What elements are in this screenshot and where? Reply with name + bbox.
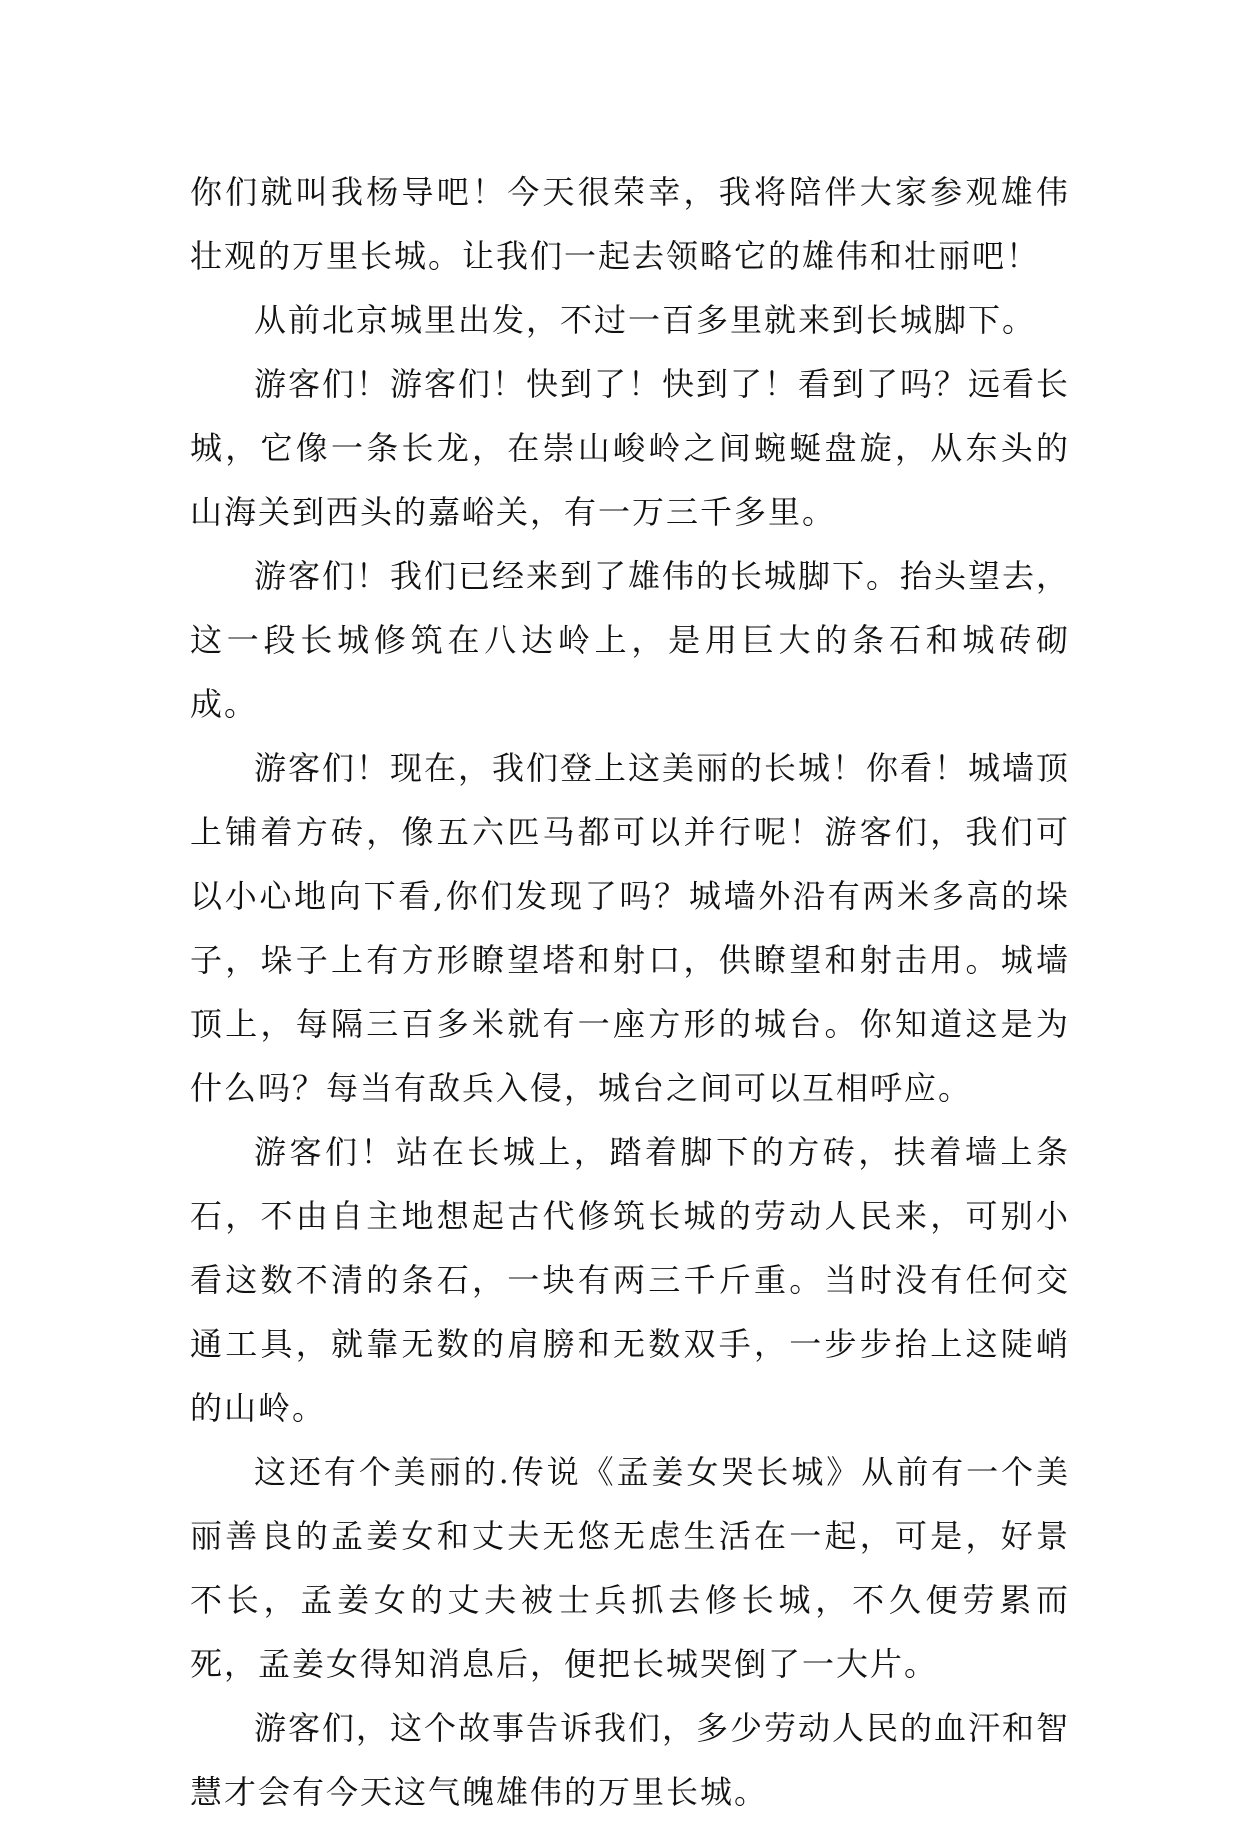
paragraph-8: 游客们，这个故事告诉我们，多少劳动人民的血汗和智慧才会有今天这气魄雄伟的万里长城。 xyxy=(190,1709,1071,1811)
paragraph-4: 游客们！我们已经来到了雄伟的长城脚下。抬头望去，这一段长城修筑在八达岭上，是用巨大的条石和城砖砌成。 xyxy=(190,557,1071,723)
paragraph-1: 你们就叫我杨导吧！今天很荣幸，我将陪伴大家参观雄伟壮观的万里长城。让我们一起去领略它的雄伟和壮丽吧！ xyxy=(190,173,1070,275)
paragraph-5: 游客们！现在，我们登上这美丽的长城！你看！城墙顶上铺着方砖，像五六匹马都可以并行呢！游客们，我们可以小心地向下看,你们发现了吗？城墙外沿有两米多高的垛子，垛子上有方形瞭望塔和射口，供瞭望和射击用。城墙顶上，每隔三百多米就有一座方形的城台。你知道这是为什么吗？每当有敌兵入侵，城台之间可以互相呼应。 xyxy=(190,749,1071,1107)
paragraph-3: 游客们！游客们！快到了！快到了！看到了吗？远看长城，它像一条长龙，在崇山峻岭之间蜿蜒盘旋，从东头的山海关到西头的嘉峪关，有一万三千多里。 xyxy=(190,365,1071,531)
paragraph-2: 从前北京城里出发，不过一百多里就来到长城脚下。 xyxy=(254,301,1037,339)
paragraph-7: 这还有个美丽的.传说《孟姜女哭长城》从前有一个美丽善良的孟姜女和丈夫无悠无虑生活在一起，可是，好景不长，孟姜女的丈夫被士兵抓去修长城，不久便劳累而死，孟姜女得知消息后，便把长城哭倒了一大片。 xyxy=(190,1453,1070,1683)
document-body xyxy=(190,160,1070,1824)
paragraph-6: 游客们！站在长城上，踏着脚下的方砖，扶着墙上条石，不由自主地想起古代修筑长城的劳动人民来，可别小看这数不清的条石，一块有两三千斤重。当时没有任何交通工具，就靠无数的肩膀和无数双手，一步步抬上这陡峭的山岭。 xyxy=(190,1133,1070,1427)
